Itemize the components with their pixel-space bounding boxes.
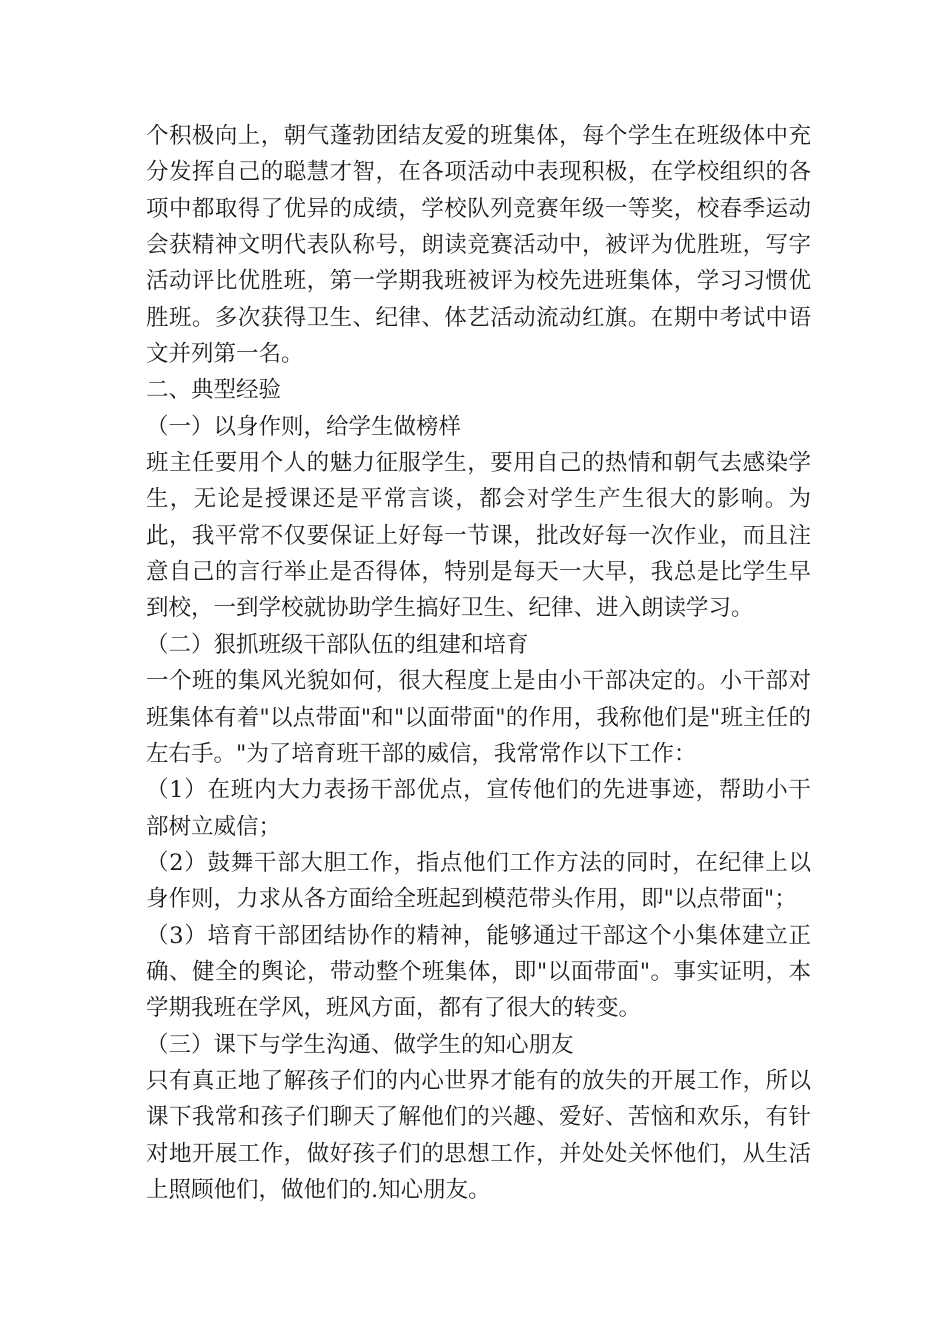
paragraph-communication: 只有真正地了解孩子们的内心世界才能有的放失的开展工作，所以课下我常和孩子们聊天了解他们的兴趣、爱好、苦恼和欢乐，有针对地开展工作，做好孩子们的思想工作，并处处关怀他们，从生活上照顾他们，做他们的.知心朋友。 xyxy=(146,1067,811,1203)
document-body xyxy=(146,118,811,1208)
paragraph-class-cadre: 一个班的集风光貌如何，很大程度上是由小干部决定的。小干部对班集体有着"以点带面"和"以面带面"的作用，我称他们是"班主任的左右手。"为了培育班干部的威信，我常常作以下工作： xyxy=(146,668,811,767)
list-item-2: （2）鼓舞干部大胆工作，指点他们工作方法的同时，在纪律上以身作则，力求从各方面给全班起到模范带头作用，即"以点带面"； xyxy=(146,849,811,913)
subheading-lead-by-example: （一）以身作则，给学生做榜样 xyxy=(146,413,462,440)
subheading-communication: （三）课下与学生沟通、做学生的知心朋友 xyxy=(146,1031,574,1058)
list-item-1: （1）在班内大力表扬干部优点，宣传他们的先进事迹，帮助小干部树立威信； xyxy=(146,777,811,840)
list-item-3: （3）培育干部团结协作的精神，能够通过干部这个小集体建立正确、健全的舆论，带动整个班集体，即"以面带面"。事实证明，本学期我班在学风，班风方面，都有了很大的转变。 xyxy=(146,922,811,1022)
section-heading-typical-experience: 二、典型经验 xyxy=(146,377,282,404)
paragraph-class-achievements: 个积极向上，朝气蓬勃团结友爱的班集体，每个学生在班级体中充分发挥自己的聪慧才智，在各项活动中表现积极，在学校组织的各项中都取得了优异的成绩，学校队列竞赛年级一等奖，校春季运动会获精神文明代表队称号，朗读竞赛活动中，被评为优胜班，写字活动评比优胜班，第一学期我班被评为校先进班集体，学习习惯优胜班。多次获得卫生、纪律、体艺活动流动红旗。在期中考试中语文并列第一名。 xyxy=(146,123,811,368)
paragraph-lead-by-example: 班主任要用个人的魅力征服学生，要用自己的热情和朝气去感染学生，无论是授课还是平常言谈，都会对学生产生很大的影响。为此，我平常不仅要保证上好每一节课，批改好每一次作业，而且注意自己的言行举止是否得体，特别是每天一大早，我总是比学生早到校，一到学校就协助学生搞好卫生、纪律、进入朗读学习。 xyxy=(146,450,811,622)
subheading-class-cadre: （二）狠抓班级干部队伍的组建和培育 xyxy=(146,631,529,658)
